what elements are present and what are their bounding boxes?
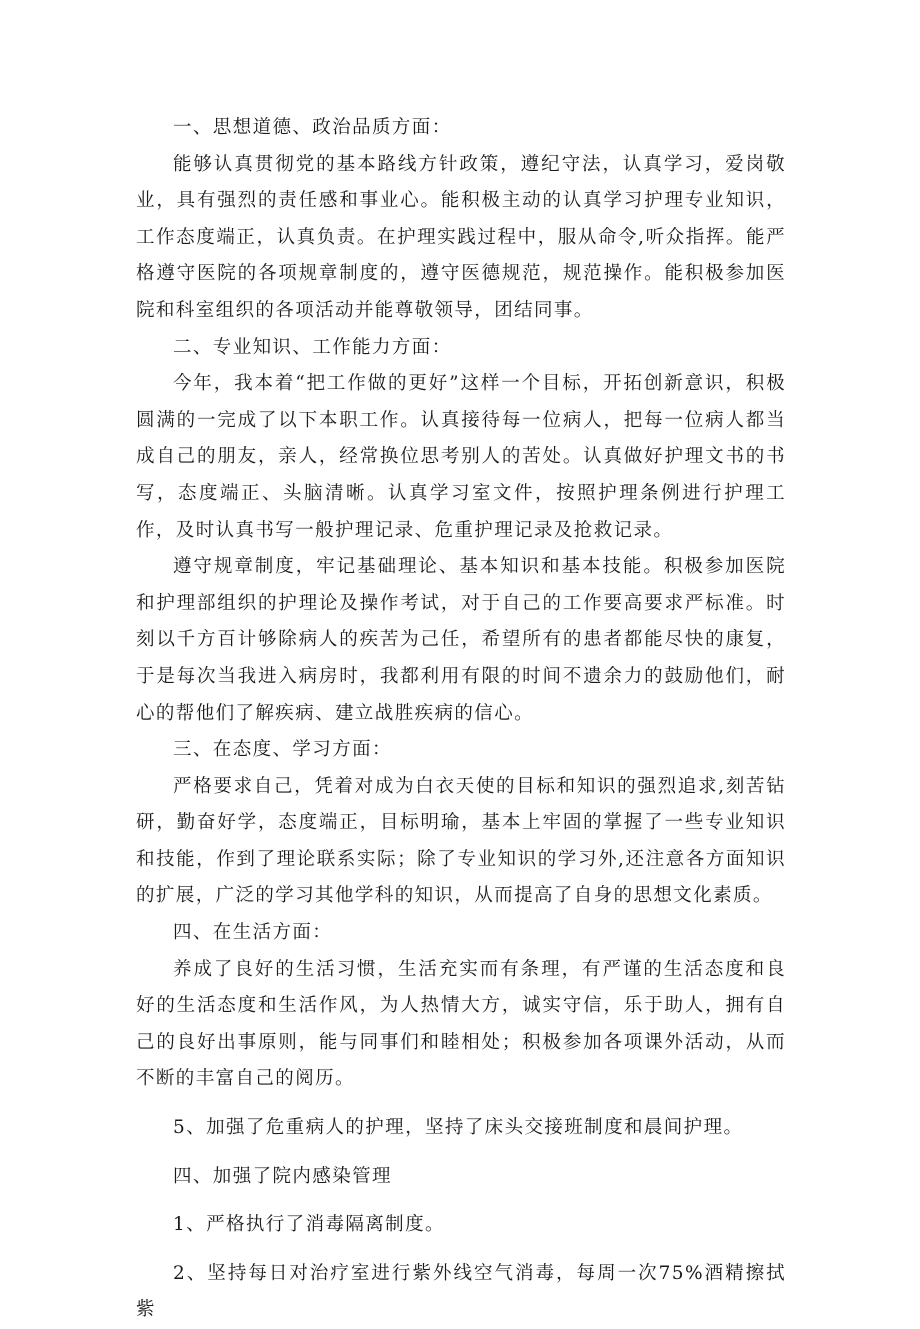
paragraph-professional-1: 今年，我本着“把工作做的更好”这样一个目标，开拓创新意识，积极圆满的一完成了以下本职工作。认真接待每一位病人，把每一位病人都当成自己的朋友，亲人，经常换位思考别人的苦处。认真做好护理文书的书写，态度端正、头脑清晰。认真学习室文件，按照护理条例进行护理工作，及时认真书写一般护理记录、危重护理记录及抢救记录。 <box>136 373 786 541</box>
list-item-disinfection: 1、严格执行了消毒隔离制度。 <box>173 1214 445 1236</box>
paragraph-attitude: 严格要求自己，凭着对成为白衣天使的目标和知识的强烈追求,刻苦钻研，勤奋好学，态度端正，目标明瑜，基本上牢固的掌握了一些专业知识和技能，作到了理论联系实际；除了专业知识的学习外,还注意各方面知识的扩展，广泛的学习其他学科的知识，从而提高了自身的思想文化素质。 <box>136 775 786 907</box>
section-heading-professional: 二、专业知识、工作能力方面： <box>173 336 452 358</box>
section-heading-infection: 四、加强了院内感染管理 <box>173 1165 392 1187</box>
document-body <box>136 110 786 1329</box>
paragraph-professional-2: 遵守规章制度，牢记基础理论、基本知识和基本技能。积极参加医院和护理部组织的护理论及操作考试，对于自己的工作要高要求严标准。时刻以千方百计够除病人的疾苦为己任，希望所有的患者都能尽快的康复，于是每次当我进入病房时，我都利用有限的时间不遗余力的鼓励他们，耐心的帮他们了解疾病、建立战胜疾病的信心。 <box>136 556 786 724</box>
section-heading-life: 四、在生活方面： <box>173 922 333 944</box>
paragraph-life: 养成了良好的生活习惯，生活充实而有条理，有严谨的生活态度和良好的生活态度和生活作风，为人热情大方，诚实守信，乐于助人，拥有自己的良好出事原则，能与同事们和睦相处；积极参加各项课外活动，从而不断的丰富自己的阅历。 <box>136 958 786 1090</box>
list-item-critical-care: 5、加强了危重病人的护理，坚持了床头交接班制度和晨间护理。 <box>173 1117 744 1139</box>
list-item-uv-disinfection: 2、坚持每日对治疗室进行紫外线空气消毒，每周一次75%酒精擦拭紫 <box>136 1262 786 1321</box>
paragraph-ideology: 能够认真贯彻党的基本路线方针政策，遵纪守法，认真学习，爱岗敬业，具有强烈的责任感和事业心。能积极主动的认真学习护理专业知识，工作态度端正，认真负责。在护理实践过程中，服从命令,听众指挥。能严格遵守医院的各项规章制度的，遵守医德规范，规范操作。能积极参加医院和科室组织的各项活动并能尊敬领导，团结同事。 <box>136 153 786 321</box>
section-heading-ideology: 一、思想道德、政治品质方面： <box>173 117 452 138</box>
section-heading-attitude: 三、在态度、学习方面： <box>173 739 392 761</box>
